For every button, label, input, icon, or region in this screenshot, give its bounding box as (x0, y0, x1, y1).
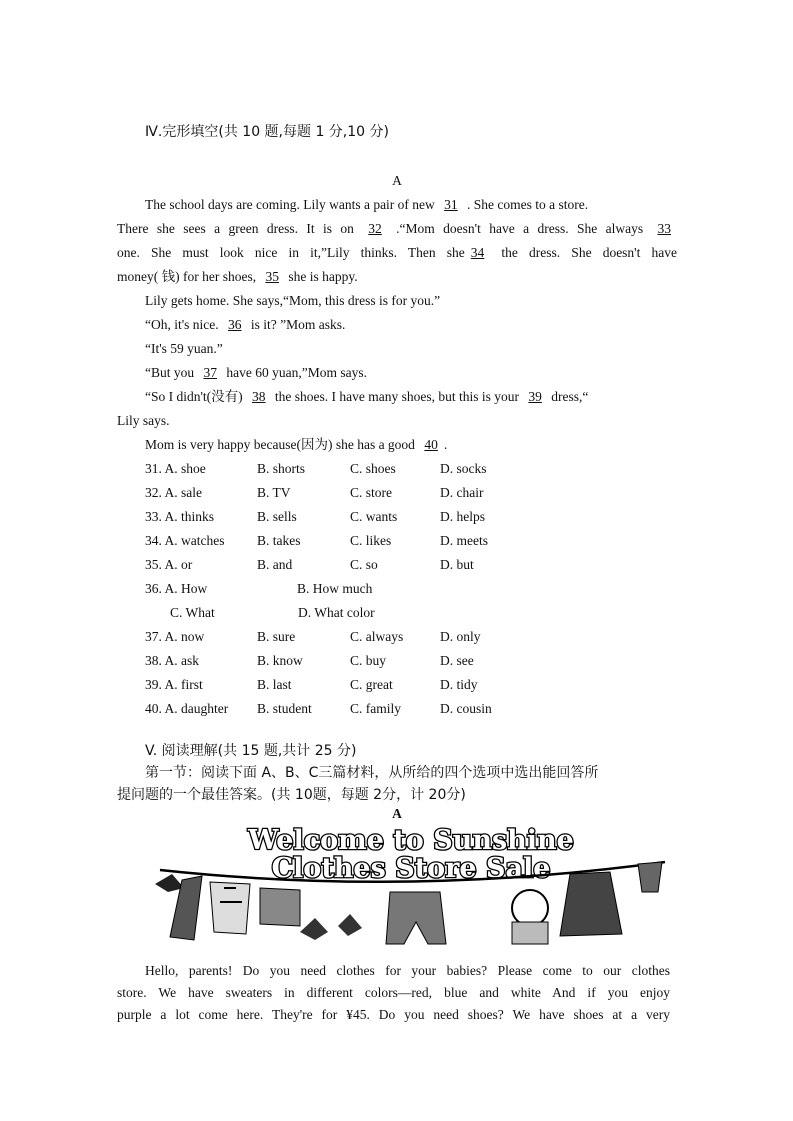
question-33-option-c[interactable]: C. wants (350, 509, 398, 524)
question-32-option-b[interactable]: B. TV (257, 485, 291, 500)
overalls-drawing (386, 892, 446, 944)
question-40-option-a[interactable]: 40. A. daughter (145, 701, 229, 716)
passage-line: There she sees a green dress. It is on 32 .“Mom doesn't have a dress. She always 33 (117, 219, 677, 239)
question-37-option-b[interactable]: B. sure (257, 629, 296, 644)
vest-drawing (260, 888, 300, 926)
question-38-option-d[interactable]: D. see (440, 653, 474, 668)
passage-line: “So I didn't(没有) 38 the shoes. I have many shoes, but this is your 39 dress,“ (145, 389, 589, 404)
question-39-option-d[interactable]: D. tidy (440, 677, 478, 692)
question-34-option-b[interactable]: B. takes (257, 533, 301, 548)
question-34-option-c[interactable]: C. likes (350, 533, 392, 548)
question-39-option-b[interactable]: B. last (257, 677, 292, 692)
blank-32[interactable]: 32 (368, 221, 382, 236)
question-36-option-a[interactable]: 36. A. How (145, 581, 208, 596)
passage-line: “It's 59 yuan.” (145, 341, 223, 356)
blank-40[interactable]: 40 (424, 437, 438, 452)
question-38-option-a[interactable]: 38. A. ask (145, 653, 199, 668)
passage-line: “Oh, it's nice. 36 is it? ”Mom asks. (145, 317, 346, 332)
question-31-option-a[interactable]: 31. A. shoe (145, 461, 206, 476)
blank-36[interactable]: 36 (228, 317, 242, 332)
blank-31[interactable]: 31 (444, 197, 458, 212)
question-31-option-b[interactable]: B. shorts (257, 461, 306, 476)
baby-dress-drawing (560, 872, 622, 936)
question-33-option-b[interactable]: B. sells (257, 509, 297, 524)
shorts-drawing (210, 882, 250, 934)
passage-line: one. She must look nice in it,”Lily thinks. Then she 34 the dress. She doesn't have (117, 245, 677, 260)
question-40-option-b[interactable]: B. student (257, 701, 312, 716)
ad-text-line: Hello, parents! Do you need clothes for your babies? Please come to our clothes (145, 963, 670, 978)
blank-35[interactable]: 35 (265, 269, 279, 284)
banner-title-line-2: Clothes Store Sale (271, 853, 551, 884)
question-32-option-d[interactable]: D. chair (440, 485, 484, 500)
question-38-option-b[interactable]: B. know (257, 653, 303, 668)
question-35-option-d[interactable]: D. but (440, 557, 474, 572)
question-37-option-d[interactable]: D. only (440, 629, 481, 644)
blank-34[interactable]: 34 (470, 245, 485, 260)
question-34-option-d[interactable]: D. meets (440, 533, 488, 548)
question-38-option-c[interactable]: C. buy (350, 653, 387, 668)
question-31-option-d[interactable]: D. socks (440, 461, 487, 476)
passage-line: The school days are coming. Lily wants a pair of new 31 . She comes to a store. (145, 197, 589, 212)
section-5-intro: 提问题的一个最佳答案。(共 10题，每题 2分，计 20分) (117, 787, 466, 803)
blank-39[interactable]: 39 (528, 389, 542, 404)
blank-33[interactable]: 33 (657, 221, 671, 236)
question-34-option-a[interactable]: 34. A. watches (145, 533, 225, 548)
question-37-option-c[interactable]: C. always (350, 629, 404, 644)
teddy-bear-drawing (512, 890, 548, 926)
question-33-option-d[interactable]: D. helps (440, 509, 485, 524)
passage-line: Lily gets home. She says,“Mom, this dress is for you.” (145, 293, 441, 308)
question-40-option-d[interactable]: D. cousin (440, 701, 492, 716)
question-36-option-d[interactable]: D. What color (298, 605, 375, 620)
question-31-option-c[interactable]: C. shoes (350, 461, 396, 476)
passage-letter: A (392, 173, 402, 188)
question-37-option-a[interactable]: 37. A. now (145, 629, 205, 644)
shoes-drawing (300, 914, 362, 940)
ad-text-line: purple a lot come here. They're for ¥45. Do you need shoes? We have shoes at a very (117, 1007, 670, 1022)
passage-letter: A (392, 806, 402, 821)
passage-line: money( 钱) for her shoes, 35 she is happy. (117, 269, 358, 284)
blank-38[interactable]: 38 (252, 389, 266, 404)
question-32-option-a[interactable]: 32. A. sale (145, 485, 202, 500)
section-4-heading: Ⅳ.完形填空(共 10 题,每题 1 分,10 分) (145, 124, 389, 140)
bib-drawing (638, 862, 662, 892)
question-40-option-c[interactable]: C. family (350, 701, 401, 716)
passage-line: Lily says. (117, 413, 170, 428)
question-35-option-a[interactable]: 35. A. or (145, 557, 193, 572)
blank-37[interactable]: 37 (203, 365, 217, 380)
question-36-option-c[interactable]: C. What (170, 605, 215, 620)
sale-banner-image (150, 822, 672, 952)
question-39-option-a[interactable]: 39. A. first (145, 677, 203, 692)
question-39-option-c[interactable]: C. great (350, 677, 393, 692)
section-5-intro: 第一节：阅读下面 A、B、C三篇材料，从所给的四个选项中选出能回答所 (145, 765, 599, 781)
question-36-option-b[interactable]: B. How much (297, 581, 373, 596)
question-32-option-c[interactable]: C. store (350, 485, 392, 500)
question-35-option-b[interactable]: B. and (257, 557, 293, 572)
ad-text-line: store. We have sweaters in different colors—red, blue and white And if you enjoy (117, 985, 670, 1000)
passage-line: “But you 37 have 60 yuan,”Mom says. (145, 365, 367, 380)
banner-title-line-1: Welcome to Sunshine (248, 825, 574, 856)
question-35-option-c[interactable]: C. so (350, 557, 378, 572)
section-5-heading: V. 阅读理解(共 15 题,共计 25 分) (145, 743, 357, 759)
question-33-option-a[interactable]: 33. A. thinks (145, 509, 215, 524)
passage-line: Mom is very happy because(因为) she has a good 40 . (145, 437, 448, 452)
